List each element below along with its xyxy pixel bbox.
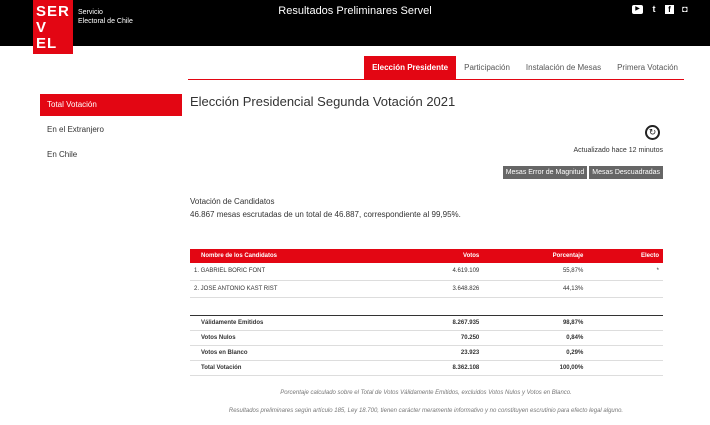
top-nav: [364, 56, 686, 79]
logo-line2: V: [36, 19, 48, 36]
social-links: [632, 5, 690, 14]
sidebar-item-total-votacion[interactable]: Total Votación: [40, 94, 182, 116]
candidate-pct: 44,13%: [483, 280, 587, 297]
votacion-label: Votación de Candidatos: [190, 197, 275, 206]
col-candidatos: Nombre de los Candidatos: [190, 249, 417, 263]
instagram-icon[interactable]: ◘: [682, 4, 688, 14]
total-votes: 70.250: [417, 331, 483, 346]
refresh-icon[interactable]: ↻: [645, 125, 660, 140]
table-row: [190, 280, 663, 297]
logo-line3: EL: [36, 35, 58, 52]
tab-eleccion-presidente[interactable]: Elección Presidente: [364, 56, 456, 79]
top-header: [0, 0, 710, 46]
candidate-elected: *: [587, 263, 663, 280]
col-porcentaje: Porcentaje: [483, 249, 587, 263]
mesas-descuadradas-button[interactable]: Mesas Descuadradas: [589, 166, 663, 179]
col-votos: Votos: [417, 249, 483, 263]
total-votes: 8.362.108: [417, 361, 483, 376]
page-title: Elección Presidencial Segunda Votación 2021: [190, 94, 456, 109]
logo-sub-line1: Servicio: [78, 9, 103, 16]
total-label: Votos en Blanco: [190, 346, 417, 361]
servel-logo[interactable]: [33, 0, 73, 54]
total-empty: [587, 316, 663, 331]
total-pct: 0,29%: [483, 346, 587, 361]
table-row: [190, 316, 663, 331]
table-row: [190, 263, 663, 280]
sidebar-item-en-chile[interactable]: En Chile: [47, 150, 78, 159]
totals-table: [190, 315, 663, 376]
table-row: [190, 361, 663, 376]
twitter-icon[interactable]: t: [652, 4, 656, 14]
candidate-elected: [587, 280, 663, 297]
mesas-error-magnitud-button[interactable]: Mesas Error de Magnitud: [503, 166, 588, 179]
total-label: Votos Nulos: [190, 331, 417, 346]
candidate-votes: 3.648.826: [417, 280, 483, 297]
total-votes: 8.267.935: [417, 316, 483, 331]
votacion-subtitle: 46.867 mesas escrutadas de un total de 46.887, correspondiente al 99,95%.: [190, 210, 461, 219]
nav-divider: [188, 79, 684, 80]
candidate-name: 2. JOSE ANTONIO KAST RIST: [190, 280, 417, 297]
results-table: [190, 249, 663, 298]
candidate-votes: 4.619.109: [417, 263, 483, 280]
mesas-buttons: [503, 166, 663, 179]
total-label: Total Votación: [190, 361, 417, 376]
sidebar-item-extranjero[interactable]: En el Extranjero: [47, 125, 104, 134]
total-pct: 98,87%: [483, 316, 587, 331]
header-title: Resultados Preliminares Servel: [278, 5, 432, 17]
results-header-row: [190, 249, 663, 263]
col-electo: Electo: [587, 249, 663, 263]
footnote-legal: Resultados preliminares según artículo 185, Ley 18.700, tienen carácter meramente informativo y no constituyen escrutinio para efecto legal alguno.: [228, 408, 624, 414]
total-label: Válidamente Emitidos: [190, 316, 417, 331]
total-empty: [587, 361, 663, 376]
total-empty: [587, 331, 663, 346]
table-row: [190, 346, 663, 361]
updated-text: Actualizado hace 12 minutos: [573, 147, 663, 154]
total-empty: [587, 346, 663, 361]
logo-sub-line2: Electoral de Chile: [78, 18, 133, 25]
tab-participacion[interactable]: Participación: [464, 63, 510, 72]
total-pct: 100,00%: [483, 361, 587, 376]
total-votes: 23.923: [417, 346, 483, 361]
table-row: [190, 331, 663, 346]
tab-primera-votacion[interactable]: Primera Votación: [617, 63, 678, 72]
tab-instalacion-mesas[interactable]: Instalación de Mesas: [525, 63, 602, 72]
facebook-icon[interactable]: f: [665, 5, 674, 14]
sidebar: [40, 94, 182, 169]
footnote-percentage: Porcentaje calculado sobre el Total de Votos Válidamente Emitidos, excluidos Votos Nulos y Votos en Blanco.: [280, 390, 572, 396]
candidate-name: 1. GABRIEL BORIC FONT: [190, 263, 417, 280]
candidate-pct: 55,87%: [483, 263, 587, 280]
total-pct: 0,84%: [483, 331, 587, 346]
logo-line1: SER: [36, 3, 70, 20]
youtube-icon[interactable]: ▶: [632, 5, 643, 14]
logo-subtitle: [78, 8, 133, 26]
